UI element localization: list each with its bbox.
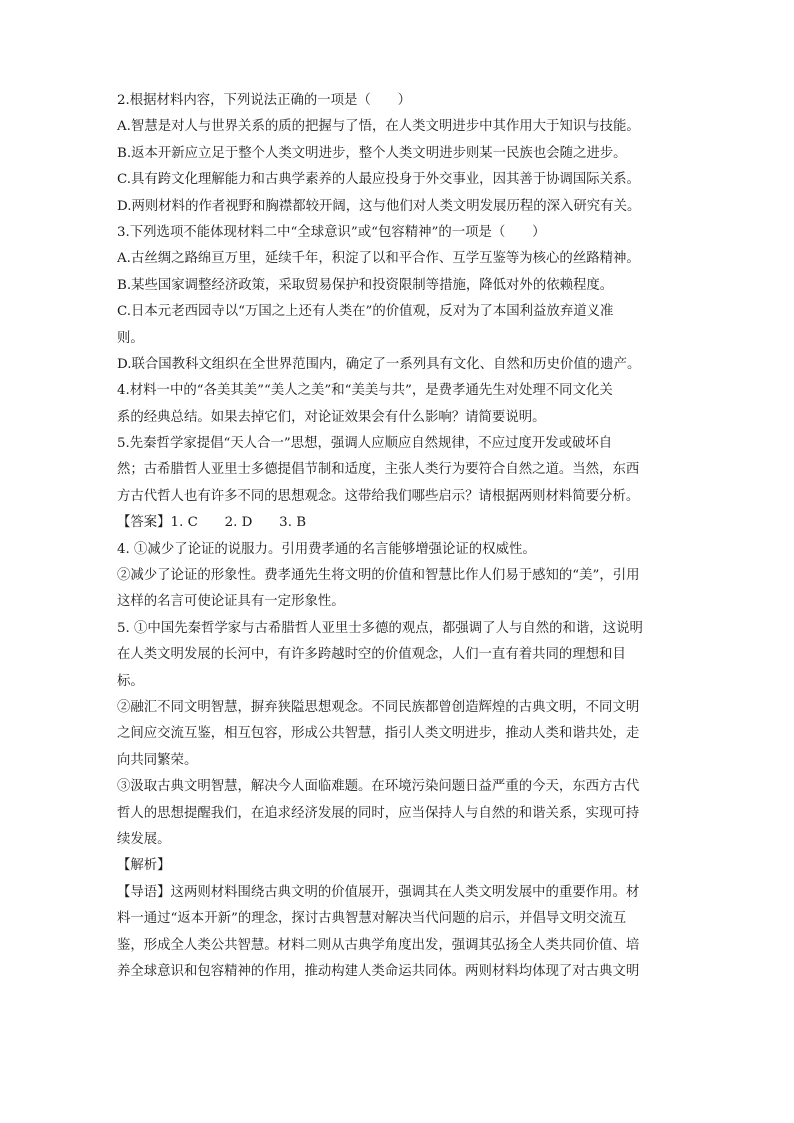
question-4-stem-cont: 系的经典总结。如果去掉它们，对论证效果会有什么影响？请简要说明。 <box>117 409 546 425</box>
guide-paragraph-line-1: 【导语】这两则材料围绕古典文明的价值展开，强调其在人类文明发展中的重要作用。材 <box>117 884 640 900</box>
answer-5-point-3: ③汲取古典文明智慧，解决今人面临难题。在环境污染问题日益严重的今天，东西方古代 <box>117 779 640 795</box>
question-5-stem-cont-2: 方古代哲人也有许多不同的思想观念。这带给我们哪些启示？请根据两则材料简要分析。 <box>117 488 640 504</box>
answer-key: 【答案】1. C 2. D 3. B <box>117 515 307 531</box>
question-2-option-b: B.返本开新应立足于整个人类文明进步，整个人类文明进步则某一民族也会随之进步。 <box>117 145 627 161</box>
answer-5-point-3-cont-2: 续发展。 <box>117 831 171 847</box>
question-3-option-d: D.联合国教科文组织在全世界范围内，确定了一系列具有文化、自然和历史价值的遗产。 <box>117 356 641 372</box>
answer-5-point-2-cont-1: 之间应交流互鉴，相互包容，形成公共智慧，指引人类文明进步，推动人类和谐共处，走 <box>117 726 640 742</box>
answer-5-point-1-cont-2: 标。 <box>117 673 144 689</box>
question-2-option-a: A.智慧是对人与世界关系的质的把握与了悟，在人类文明进步中其作用大于知识与技能。 <box>117 119 640 135</box>
question-3-stem: 3.下列选项不能体现材料二中“全球意识”或“包容精神”的一项是（ ） <box>117 224 546 240</box>
question-5-stem: 5.先秦哲学家提倡“天人合一”思想，强调人应顺应自然规律，不应过度开发或破坏自 <box>117 436 613 452</box>
guide-paragraph-line-2: 料一通过“返本开新”的理念，探讨古典智慧对解决当代问题的启示，并倡导文明交流互 <box>117 911 627 927</box>
answer-4-point-1: 4. ①减少了论证的说服力。引用费孝通的名言能够增强论证的权威性。 <box>117 541 536 557</box>
question-3-option-b: B.某些国家调整经济政策，采取贸易保护和投资限制等措施，降低对外的依赖程度。 <box>117 277 614 293</box>
question-3-option-a: A.古丝绸之路绵亘万里，延续千年，积淀了以和平合作、互学互鉴等为核心的丝路精神。 <box>117 251 640 267</box>
question-5-stem-cont-1: 然；古希腊哲人亚里士多德提倡节制和适度，主张人类行为要符合自然之道。当然，东西 <box>117 462 640 478</box>
answer-5-point-1: 5. ①中国先秦哲学家与古希腊哲人亚里士多德的观点，都强调了人与自然的和谐，这说明 <box>117 620 643 636</box>
answer-4-point-2-cont: 这样的名言可使论证具有一定形象性。 <box>117 594 345 610</box>
answer-5-point-2: ②融汇不同文明智慧，摒弃狭隘思想观念。不同民族都曾创造辉煌的古典文明，不同文明 <box>117 699 640 715</box>
document-page <box>117 88 677 985</box>
question-2-option-c: C.具有跨文化理解能力和古典学素养的人最应投身于外交事业，因其善于协调国际关系。 <box>117 172 640 188</box>
answer-5-point-2-cont-2: 向共同繁荣。 <box>117 752 198 768</box>
question-2-stem: 2.根据材料内容，下列说法正确的一项是（ ） <box>117 93 411 108</box>
answer-5-point-1-cont-1: 在人类文明发展的长河中，有许多跨越时空的价值观念，人们一直有着共同的理想和目 <box>117 647 626 663</box>
guide-paragraph-line-4: 养全球意识和包容精神的作用，推动构建人类命运共同体。两则材料均体现了对古典文明 <box>117 963 640 979</box>
question-3-option-c: C.日本元老西园寺以“万国之上还有人类在”的价值观，反对为了本国利益放弃道义准 <box>117 304 614 320</box>
question-2-option-d: D.两则材料的作者视野和胸襟都较开阔，这与他们对人类文明发展历程的深入研究有关。 <box>117 198 641 214</box>
answer-5-point-3-cont-1: 哲人的思想提醒我们，在追求经济发展的同时，应当保持人与自然的和谐关系，实现可持 <box>117 805 640 821</box>
answer-4-point-2: ②减少了论证的形象性。费孝通先生将文明的价值和智慧比作人们易于感知的“美”，引用 <box>117 568 640 584</box>
analysis-heading: 【解析】 <box>117 858 171 874</box>
question-3-option-c-cont: 则。 <box>117 330 144 346</box>
question-4-stem: 4.材料一中的“各美其美”“美人之美”和“美美与共”，是费孝通先生对处理不同文化关 <box>117 383 613 399</box>
guide-paragraph-line-3: 鉴，形成全人类公共智慧。材料二则从古典学角度出发，强调其弘扬全人类共同价值、培 <box>117 937 640 953</box>
